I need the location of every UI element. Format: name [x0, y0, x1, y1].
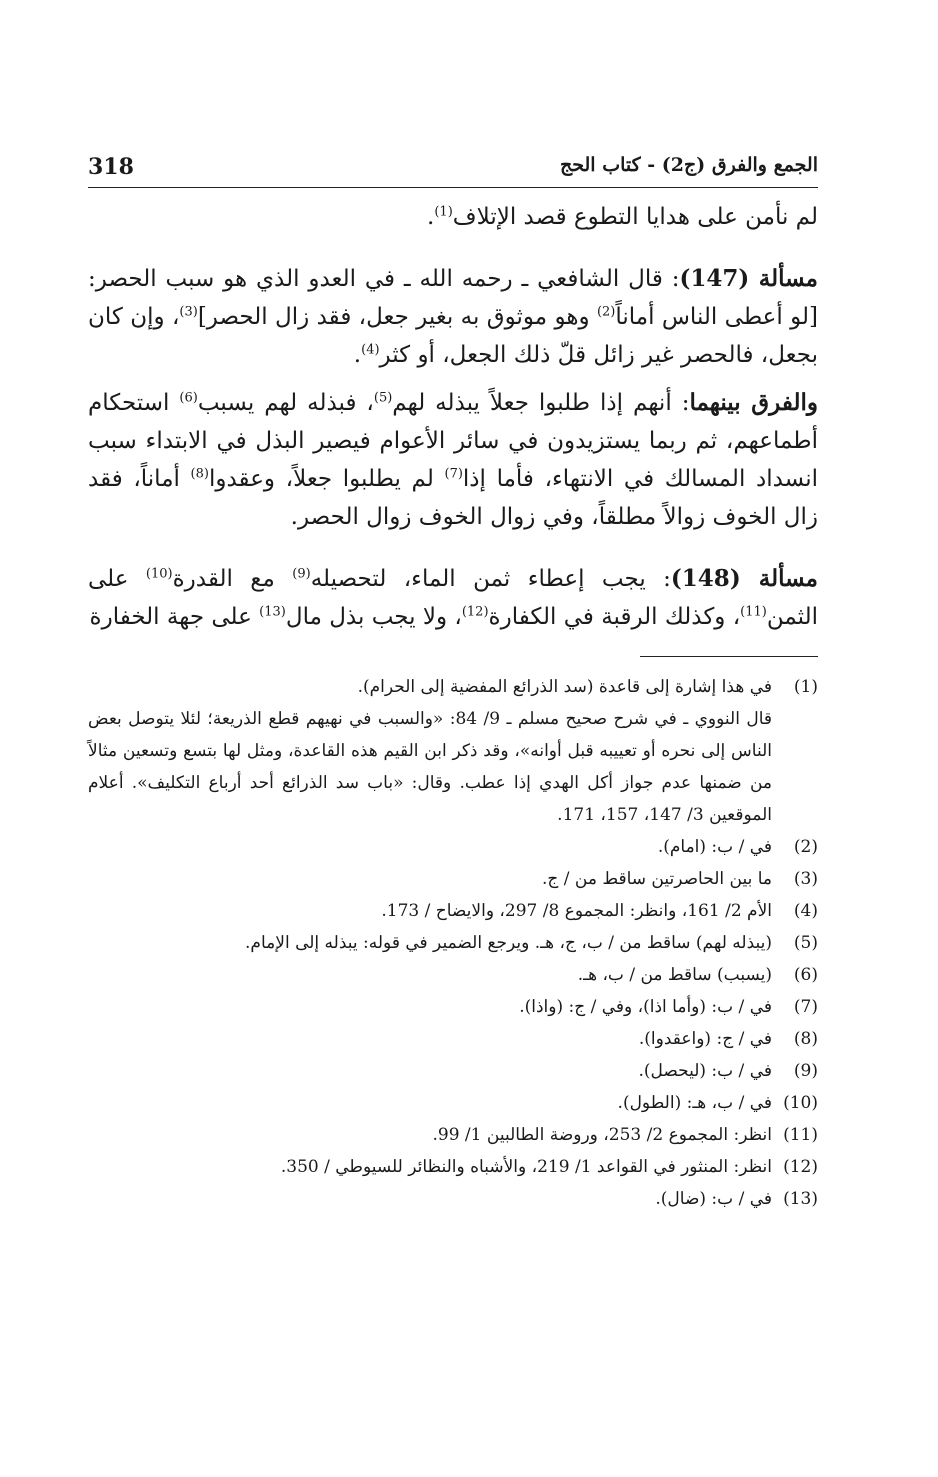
- footnote-number: (8): [793, 1029, 818, 1049]
- footnote-text: في / ب: (ضال).: [655, 1189, 772, 1209]
- footnote-number: (6): [793, 965, 818, 985]
- footnote: [88, 1119, 818, 1151]
- footnote-number: (9): [793, 1061, 818, 1081]
- masala-label: مسألة (148): [670, 565, 818, 592]
- footnote-text: ما بين الحاصرتين ساقط من / ج.: [541, 869, 772, 889]
- footnote-ref: (4): [361, 342, 380, 358]
- footnote-number: [772, 703, 818, 831]
- footnote: [88, 1151, 818, 1183]
- footnote: [88, 1055, 818, 1087]
- page-header: [88, 150, 818, 188]
- book-page: [88, 150, 818, 1215]
- footnote: [88, 1183, 818, 1215]
- masala-147: مسألة (147): قال الشافعي ـ رحمه الله ـ في العدو الذي هو سبب الحصر: [لو أعطى الناس أماناً$^{(2)}$ وهو موثوق به بغير جعل، فقد زال الحصر]$^{(3)}$، وإن كان بجعل، فالحصر غير زائل قلّ ذلك الجعل، أو كثر$^{(4)}$.: [88, 265, 819, 368]
- footnote-number: (12): [783, 1157, 818, 1177]
- masala-label: مسألة (147): [679, 265, 818, 292]
- footnote-ref: (9): [292, 566, 311, 582]
- footnote-text: في / ج: (واعقدوا).: [638, 1029, 772, 1049]
- footnote-text: (يبذله لهم) ساقط من / ب، ج، هـ. ويرجع الضمير في قوله: يبذله إلى الإمام.: [245, 933, 772, 953]
- footnote-text: (يسبب) ساقط من / ب، هـ.: [577, 965, 772, 985]
- lead-paragraph: لم نأمن على هدايا التطوع قصد الإتلاف$^{(1)}$.: [427, 204, 818, 230]
- footnote-separator: [640, 656, 818, 657]
- footnote: [88, 991, 818, 1023]
- footnotes: [88, 671, 818, 1215]
- footnote: [88, 671, 818, 703]
- footnote: [88, 703, 818, 831]
- footnote-text: في / ب: (امام).: [657, 837, 772, 857]
- footnote-text: الأم 2/ 161، وانظر: المجموع 8/ 297، والايضاح / 173.: [381, 901, 772, 921]
- footnote: [88, 863, 818, 895]
- footnote-ref: (2): [596, 304, 616, 320]
- footnote-ref: (5): [373, 390, 393, 406]
- footnote-text: في / ب: (وأما اذا)، وفي / ج: (واذا).: [519, 997, 772, 1017]
- footnote-ref: (10): [145, 566, 173, 582]
- footnote-ref: (11): [740, 604, 767, 620]
- running-title: الجمع والفرق (ج2) - كتاب الحج: [559, 154, 818, 176]
- footnote: [88, 895, 818, 927]
- footnote-number: (3): [793, 869, 818, 889]
- footnote-number: (1): [793, 677, 818, 697]
- footnote: [88, 959, 818, 991]
- footnote-text: في هذا إشارة إلى قاعدة (سد الذرائع المفضية إلى الحرام).: [357, 677, 772, 697]
- footnote-text: انظر: المنثور في القواعد 1/ 219، والأشباه والنظائر للسيوطي / 350.: [280, 1157, 772, 1177]
- footnote-number: (2): [793, 837, 818, 857]
- page-number: 318: [88, 154, 134, 180]
- footnote: [88, 1023, 818, 1055]
- footnote-ref: (7): [444, 466, 463, 482]
- header-rule: [88, 187, 818, 188]
- footnote-number: (10): [783, 1093, 818, 1113]
- footnote-number: (13): [783, 1189, 818, 1209]
- footnote: [88, 831, 818, 863]
- footnote-ref: (8): [190, 466, 209, 482]
- masala-148: مسألة (148): يجب إعطاء ثمن الماء، لتحصيله$^{(9)}$ مع القدرة$^{(10)}$ على الثمن$^{(11)}$، وكذلك الرقبة في الكفارة$^{(12)}$، ولا يجب بذل مال$^{(13)}$ على جهة الخفارة: [88, 565, 818, 630]
- footnote-text: قال النووي ـ في شرح صحيح مسلم ـ 9/ 84: «والسبب في نهيهم قطع الذريعة؛ لئلا يتوصل بعض الناس إلى نحره أو تعييبه قبل أوانه»، وقد ذكر ابن القيم هذه القاعدة، ومثل لها بتسع وتسعين مثالاً من ضمنها عدم جواز أكل الهدي إذا عطب. وقال: «باب سد الذرائع أحد أرباع التكليف». أعلام الموقعين 3/ 147، 157، 171.: [88, 709, 773, 825]
- farq-paragraph: والفرق بينهما: أنهم إذا طلبوا جعلاً يبذله لهم$^{(5)}$، فبذله لهم يسبب$^{(6)}$ استحكام أطماعهم، ثم ربما يستزيدون في سائر الأعوام فيصير البذل في الابتداء سبب انسداد المسالك في الانتهاء، فأما إذا$^{(7)}$ لم يطلبوا جعلاً، وعقدوا$^{(8)}$ أماناً، فقد زال الخوف زوالاً مطلقاً، وفي زوال الخوف زوال الحصر.: [88, 389, 818, 530]
- footnote-number: (5): [793, 933, 818, 953]
- footnote-number: (7): [793, 997, 818, 1017]
- footnote-text: في / ب، هـ: (الطول).: [617, 1093, 772, 1113]
- footnote: [88, 1087, 818, 1119]
- footnote-ref: (6): [179, 390, 198, 406]
- footnote-text: انظر: المجموع 2/ 253، وروضة الطالبين 1/ 99.: [432, 1125, 772, 1145]
- footnote-ref: (1): [434, 204, 453, 220]
- farq-label: والفرق بينهما: [689, 389, 818, 416]
- footnote-text: في / ب: (ليحصل).: [638, 1061, 772, 1081]
- footnote: [88, 927, 818, 959]
- footnote-ref: (12): [461, 604, 489, 620]
- footnote-ref: (3): [179, 304, 198, 320]
- footnote-number: (4): [793, 901, 818, 921]
- footnote-ref: (13): [259, 604, 286, 620]
- footnote-number: (11): [783, 1125, 818, 1145]
- main-text: [88, 198, 818, 636]
